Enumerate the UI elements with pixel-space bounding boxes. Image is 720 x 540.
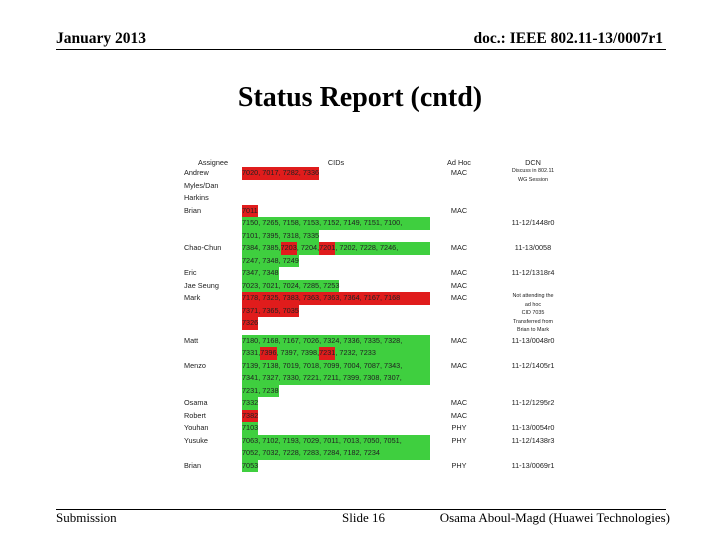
cid-line [242, 280, 430, 293]
table-row [182, 167, 578, 205]
dcn-text: 11-12/1405r1 [511, 360, 555, 370]
dcn-text: 11-13/0058 [514, 243, 552, 252]
cids-cell [242, 242, 430, 267]
cid-resolved-segment: , 7204, [297, 242, 319, 255]
dcn-text: 11-13/0048r0 [511, 335, 555, 345]
cid-resolved-segment: 7139, 7138, 7019, 7018, 7099, 7004, 7087, 7343, [242, 360, 402, 373]
cid-open-segment: 7011 [242, 205, 258, 218]
assignee-name: Osama [184, 398, 208, 407]
assignee-name: Brian [184, 205, 202, 215]
cid-line [242, 460, 430, 473]
dcn-cell [488, 242, 578, 267]
cids-cell [242, 280, 430, 293]
dcn-text: WG Session [518, 176, 548, 183]
status-table [182, 158, 578, 472]
cid-open-segment: 7326 [242, 317, 258, 330]
column-header-cids: CIDs [327, 158, 345, 167]
footer-author: Osama Aboul-Magd (Huawei Technologies) [439, 510, 670, 525]
adhoc-cell: PHY [451, 460, 467, 470]
assignee-name: Brian [184, 460, 202, 470]
cid-resolved-segment: , 7232, 7233 [335, 347, 376, 360]
assignee-name: Mark [184, 293, 201, 302]
dcn-cell [488, 435, 578, 460]
dcn-text: 11-12/1295r2 [511, 398, 555, 407]
cid-line [242, 167, 430, 180]
cid-line [242, 335, 430, 348]
assignee-cell [182, 280, 242, 293]
cid-resolved-segment: 7150, 7265, 7158, 7153, 7152, 7149, 7151, 7100, [242, 217, 402, 230]
cid-resolved-segment: 7052, 7032, 7228, 7283, 7284, 7182, 7234 [242, 447, 380, 460]
assignee-name: Yusuke [184, 435, 208, 445]
header-doc-id: doc.: IEEE 802.11-13/0007r1 [473, 30, 663, 47]
adhoc-cell: MAC [450, 280, 468, 290]
cids-cell [242, 292, 430, 335]
cid-open-segment: 7203 [281, 242, 297, 255]
table-row [182, 460, 578, 473]
header-divider [56, 49, 666, 50]
adhoc-cell: PHY [451, 423, 467, 432]
adhoc-cell: MAC [450, 335, 468, 345]
cid-line [242, 360, 430, 373]
adhoc-cell: MAC [450, 268, 468, 277]
cids-cell [242, 422, 430, 435]
cid-resolved-segment: 7331, [242, 347, 260, 360]
assignee-name: Eric [184, 268, 197, 277]
footer-slide-number: Slide 16 [342, 510, 385, 525]
assignee-cell [182, 397, 242, 410]
cid-resolved-segment: 7103 [242, 422, 258, 435]
assignee-cell [182, 422, 242, 435]
cid-resolved-segment: 7053 [242, 460, 258, 473]
dcn-cell [488, 280, 578, 293]
column-header-assignee: Assignee [197, 158, 229, 167]
assignee-name: Andrew [184, 168, 209, 177]
dcn-cell [488, 460, 578, 473]
table-row [182, 422, 578, 435]
dcn-text: 11-13/0069r1 [511, 460, 555, 470]
cids-cell [242, 460, 430, 473]
assignee-name: Youhan [184, 423, 209, 432]
dcn-text: Discuss in 802.11 [511, 168, 555, 174]
assignee-name: Chao-Chun [184, 243, 222, 252]
footer-submission: Submission [56, 510, 117, 525]
cid-line [242, 410, 430, 423]
cid-line [242, 217, 430, 230]
table-row [182, 335, 578, 360]
dcn-cell [488, 422, 578, 435]
cid-open-segment: 7371, 7365, 7035 [242, 305, 299, 318]
dcn-text [488, 280, 578, 293]
table-row [182, 397, 578, 410]
column-header-dcn: DCN [525, 158, 541, 167]
cids-cell [242, 360, 430, 398]
cid-line [242, 292, 430, 305]
adhoc-cell: MAC [450, 243, 468, 252]
cid-line [242, 255, 430, 268]
cid-open-segment: 7396 [260, 347, 276, 360]
cid-resolved-segment: , 7202, 7228, 7246, [335, 242, 398, 255]
assignee-cell [182, 242, 242, 267]
cids-cell [242, 410, 430, 423]
assignee-cell [182, 360, 242, 398]
cid-open-segment: 7231 [319, 347, 335, 360]
adhoc-cell: MAC [450, 293, 468, 302]
dcn-text [488, 410, 578, 423]
dcn-text: Not attending the [512, 293, 554, 299]
assignee-cell [182, 205, 242, 243]
assignee-name: Harkins [184, 193, 209, 202]
cids-cell [242, 267, 430, 280]
cid-resolved-segment: 7180, 7168, 7167, 7026, 7324, 7336, 7335, 7328, [242, 335, 402, 348]
cid-line [242, 447, 430, 460]
cid-open-segment: 7201 [319, 242, 335, 255]
assignee-name: Menzo [184, 360, 206, 370]
header-date: January 2013 [56, 30, 146, 47]
cid-resolved-segment: 7101, 7395, 7318, 7335 [242, 230, 319, 243]
table-row [182, 292, 578, 335]
dcn-text: 11-12/1448r0 [511, 218, 555, 227]
cids-cell [242, 397, 430, 410]
cid-open-segment: 7020, 7017, 7282, 7336 [242, 167, 319, 180]
dcn-cell [488, 410, 578, 423]
cid-line [242, 435, 430, 448]
cids-cell [242, 335, 430, 360]
dcn-text: 11-12/1318r4 [511, 268, 555, 277]
assignee-cell [182, 292, 242, 335]
dcn-text [488, 205, 578, 218]
assignee-name: Myles/Dan [184, 180, 219, 190]
dcn-text: Transferred from [513, 318, 553, 325]
table-row [182, 267, 578, 280]
cid-line [242, 305, 430, 318]
table-row [182, 435, 578, 460]
adhoc-cell: MAC [450, 205, 468, 215]
cid-open-segment: 7178, 7325, 7383, 7363, 7363, 7364, 7167, 7168 [242, 292, 400, 305]
table-row [182, 360, 578, 398]
dcn-text: ad hoc [524, 301, 542, 308]
assignee-name: Jae Seung [184, 280, 219, 290]
assignee-cell [182, 460, 242, 473]
cid-line [242, 317, 430, 330]
dcn-text: 11-12/1438r3 [511, 435, 555, 445]
assignee-cell [182, 410, 242, 423]
dcn-cell [488, 397, 578, 410]
cids-cell [242, 435, 430, 460]
cid-line [242, 372, 430, 385]
cid-resolved-segment: 7023, 7021, 7024, 7285, 7253 [242, 280, 339, 293]
dcn-text: Brian to Mark [516, 327, 550, 333]
table-row [182, 205, 578, 243]
assignee-cell [182, 335, 242, 360]
cid-resolved-segment: 7332 [242, 397, 258, 410]
cid-open-segment: 7382 [242, 410, 258, 423]
cid-resolved-segment: 7347, 7348 [242, 267, 279, 280]
column-header-adhoc: Ad Hoc [447, 158, 471, 167]
adhoc-cell: PHY [451, 435, 467, 445]
cids-cell [242, 167, 430, 205]
cid-line [242, 230, 430, 243]
dcn-cell [488, 267, 578, 280]
assignee-cell [182, 435, 242, 460]
dcn-cell [488, 335, 578, 360]
cid-resolved-segment: 7231, 7238 [242, 385, 279, 398]
cid-line [242, 385, 430, 398]
dcn-cell [488, 205, 578, 243]
dcn-text: 11-13/0054r0 [511, 423, 555, 432]
table-header-row [182, 158, 578, 167]
cids-cell [242, 205, 430, 243]
table-row [182, 280, 578, 293]
adhoc-cell: MAC [450, 410, 468, 420]
cid-line [242, 347, 430, 360]
assignee-name: Matt [184, 335, 199, 345]
adhoc-cell: MAC [450, 168, 468, 177]
cid-line [242, 267, 430, 280]
dcn-cell [488, 292, 578, 335]
dcn-cell [488, 360, 578, 398]
table-body [182, 167, 578, 472]
cid-line [242, 205, 430, 218]
dcn-cell [488, 167, 578, 205]
dcn-text: CID 7035 [521, 310, 545, 316]
cid-resolved-segment: 7384, 7385, [242, 242, 281, 255]
cid-line [242, 397, 430, 410]
assignee-cell [182, 267, 242, 280]
table-row [182, 410, 578, 423]
assignee-name: Robert [184, 410, 206, 420]
cid-resolved-segment: 7247, 7348, 7249 [242, 255, 299, 268]
cid-line [242, 422, 430, 435]
adhoc-cell: MAC [450, 360, 468, 370]
slide-title: Status Report (cntd) [237, 82, 483, 113]
cid-resolved-segment: 7341, 7327, 7330, 7221, 7211, 7399, 7308, 7307, [242, 372, 402, 385]
cid-resolved-segment: , 7397, 7398, [277, 347, 320, 360]
adhoc-cell: MAC [450, 398, 468, 407]
table-row [182, 242, 578, 267]
assignee-cell [182, 167, 242, 205]
cid-resolved-segment: 7063, 7102, 7193, 7029, 7011, 7013, 7050, 7051, [242, 435, 402, 448]
cid-line [242, 242, 430, 255]
